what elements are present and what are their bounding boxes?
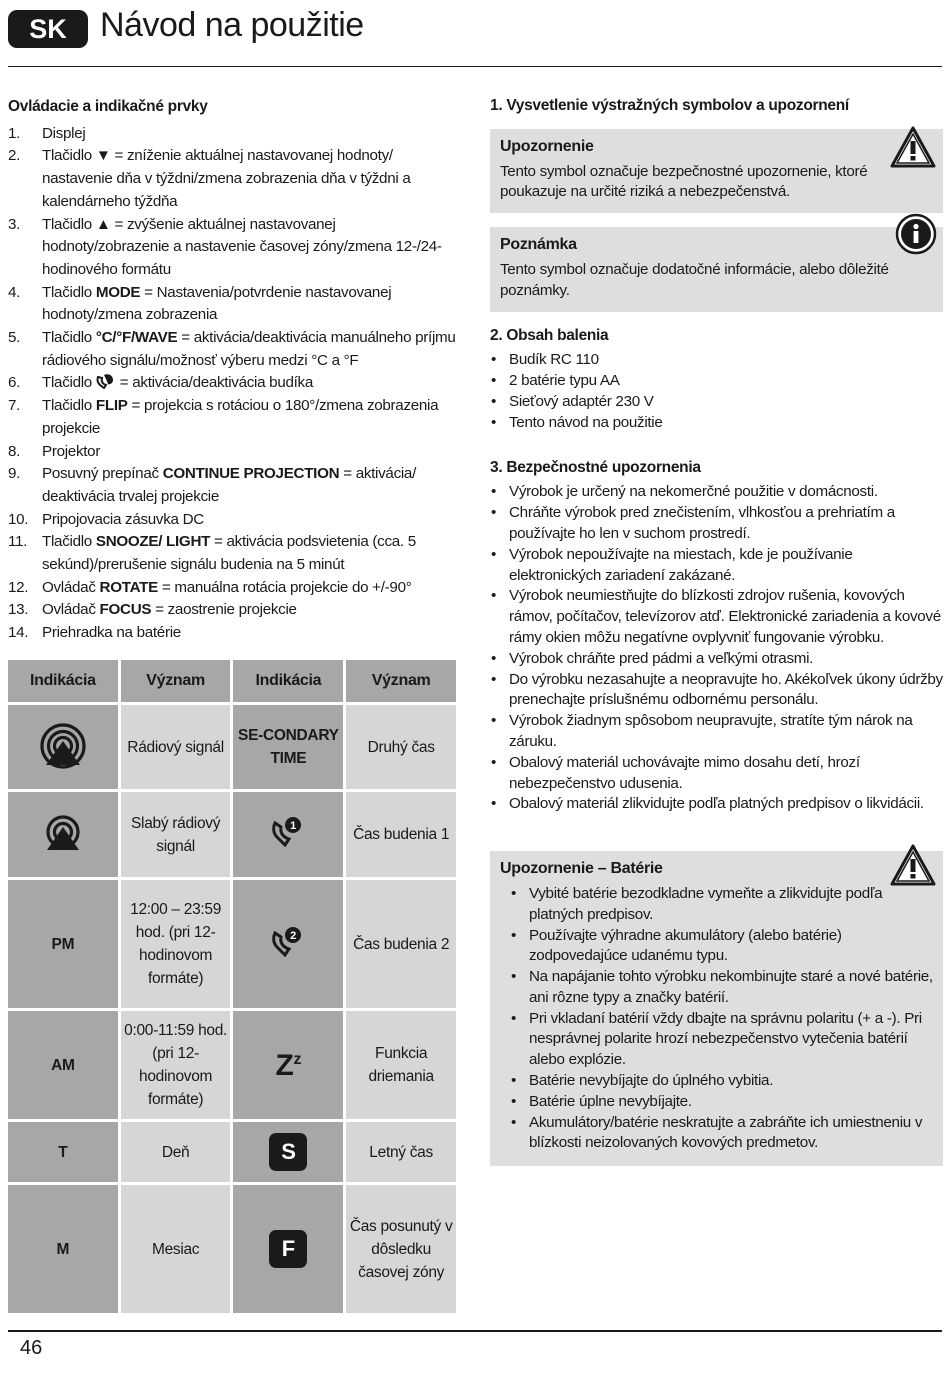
control-key: CONTINUE PROJECTION <box>162 465 340 483</box>
control-item <box>8 441 463 464</box>
control-text: Displej <box>42 124 86 142</box>
controls-section <box>8 96 463 645</box>
control-number: 5. <box>8 329 21 347</box>
warning-box <box>490 129 943 213</box>
indication-cell: SE-CONDARY TIME <box>233 705 343 789</box>
radio-signal-icon <box>38 719 88 769</box>
warning-text: Tento symbol označuje bezpečnostné upozornenie, ktoré poukazuje na určité riziká a nebezpečenstvá. <box>500 162 868 201</box>
package-item: • 2 batérie typu AA <box>490 371 943 392</box>
control-text: Tlačidlo <box>42 374 96 392</box>
control-item <box>8 599 463 622</box>
battery-item: • Batérie úplne nevybíjajte. <box>510 1092 933 1113</box>
safety-item: • Obalový materiál uchovávajte mimo dosahu detí, hrozí nebezpečenstvo udusenia. <box>490 753 943 795</box>
table-row <box>8 1011 456 1119</box>
safety-item: • Výrobok žiadnym spôsobom neupravujte, stratíte tým nárok na záruku. <box>490 711 943 753</box>
info-icon <box>895 213 937 255</box>
meaning-cell: Čas posunutý v dôsledku časovej zóny <box>346 1185 456 1313</box>
indication-cell <box>233 1185 343 1313</box>
table-header-cell: Význam <box>346 660 456 702</box>
safety-item: • Do výrobku nezasahujte a neopravujte ho. Akékoľvek úkony údržby prenechajte príslušnému odbornému personálu. <box>490 670 943 712</box>
alarm-bell-icon <box>96 373 116 389</box>
indication-cell: M <box>8 1185 118 1313</box>
meaning-cell: Mesiac <box>121 1185 231 1313</box>
safety-list <box>490 482 943 815</box>
control-text: Tlačidlo <box>42 533 96 551</box>
meaning-cell: Druhý čas <box>346 705 456 789</box>
battery-warning-box <box>490 851 943 1166</box>
control-text: Tlačidlo <box>42 283 96 301</box>
note-text: Tento symbol označuje dodatočné informácie, alebo dôležité poznámky. <box>500 260 889 299</box>
control-text: = aktivácia/ deaktivácia trvalej projekcie <box>42 465 416 505</box>
control-item <box>8 123 463 146</box>
control-number: 6. <box>8 374 21 392</box>
safety-item: • Výrobok nepoužívajte na miestach, kde je používanie elektronických zariadení zakázané. <box>490 545 943 587</box>
control-text: Priehradka na batérie <box>42 624 181 642</box>
battery-item: • Na napájanie tohto výrobku nekombinujte staré a nové batérie, ani rôzne typy a značky batérií. <box>510 967 933 1009</box>
page-header <box>8 6 942 66</box>
table-header-cell: Indikácia <box>233 660 343 702</box>
controls-title: Ovládacie a indikačné prvky <box>8 98 208 115</box>
warnings-section-title: 1. Vysvetlenie výstražných symbolov a upozornení <box>490 97 849 114</box>
right-column <box>490 96 943 1166</box>
warning-triangle-icon <box>889 125 937 169</box>
control-number: 7. <box>8 397 21 415</box>
control-item <box>8 282 463 327</box>
control-text: = projekcia s rotáciou o 180°/zmena zobrazenia projekcie <box>42 397 439 437</box>
table-row <box>8 792 456 877</box>
control-text: Tlačidlo ▲ = zvýšenie aktuálnej nastavovanej hodnoty/zobrazenie a nastavenie časovej zóny/zmena 12-/24-hodinového formátu <box>42 215 442 278</box>
control-text: Ovládač <box>42 601 100 619</box>
weak-radio-signal-icon <box>43 810 83 852</box>
control-number: 12. <box>8 578 29 596</box>
control-text: Tlačidlo <box>42 329 96 347</box>
table-row <box>8 705 456 789</box>
control-number: 8. <box>8 442 21 460</box>
control-key: SNOOZE/ LIGHT <box>95 533 211 551</box>
control-number: 13. <box>8 601 29 619</box>
svg-text:1: 1 <box>290 820 297 832</box>
package-item: • Tento návod na použitie <box>490 413 943 434</box>
control-text: Tlačidlo <box>42 397 96 415</box>
indication-cell: PM <box>8 880 118 1008</box>
safety-item: • Výrobok je určený na nekomerčné použitie v domácnosti. <box>490 482 943 503</box>
safety-title: 3. Bezpečnostné upozornenia <box>490 458 701 476</box>
meaning-cell: Funkcia driemania <box>346 1011 456 1119</box>
safety-item: • Výrobok chráňte pred pádmi a veľkými otrasmi. <box>490 649 943 670</box>
control-number: 9. <box>8 465 21 483</box>
control-number: 10. <box>8 510 29 528</box>
snooze-glyph: $Z^z$ <box>275 1049 302 1082</box>
alarm-2-icon <box>271 925 305 957</box>
control-number: 2. <box>8 147 21 165</box>
package-item: • Budík RC 110 <box>490 350 943 371</box>
control-item <box>8 531 463 576</box>
snooze-icon <box>233 1011 343 1119</box>
control-item <box>8 372 463 395</box>
control-number: 14. <box>8 624 29 642</box>
battery-warning-title: Upozornenie – Batérie <box>500 860 663 878</box>
battery-item: • Batérie nevybíjajte do úplného vybitia. <box>510 1071 933 1092</box>
warning-triangle-icon <box>889 843 937 887</box>
note-box <box>490 227 943 311</box>
indication-table <box>5 657 459 1316</box>
footer-divider <box>8 1330 942 1332</box>
meaning-cell: Letný čas <box>346 1122 456 1182</box>
battery-item: • Používajte výhradne akumulátory (alebo batérie) zodpovedajúce udanému typu. <box>510 926 933 968</box>
control-number: 1. <box>8 124 21 142</box>
note-title: Poznámka <box>500 236 577 254</box>
indication-cell <box>233 792 343 877</box>
control-key: MODE <box>95 283 141 301</box>
timezone-icon: F <box>269 1230 307 1268</box>
control-item <box>8 395 463 440</box>
indication-cell: AM <box>8 1011 118 1119</box>
meaning-cell: Čas budenia 2 <box>346 880 456 1008</box>
meaning-cell: Deň <box>121 1122 231 1182</box>
control-item <box>8 145 463 213</box>
table-header-cell: Indikácia <box>8 660 118 702</box>
language-badge: SK <box>8 10 88 48</box>
svg-text:2: 2 <box>290 929 297 942</box>
meaning-cell: Rádiový signál <box>121 705 231 789</box>
table-row <box>8 880 456 1008</box>
meaning-cell: Slabý rádiový signál <box>121 792 231 877</box>
battery-item: • Pri vkladaní batérií vždy dbajte na správnu polaritu (+ a -). Pri nesprávnej polarite hrozí nebezpečenstvo vytečenia batérií alebo explózie. <box>510 1009 933 1071</box>
alarm-1-icon <box>271 815 305 847</box>
package-list <box>490 350 943 433</box>
safety-item: • Chráňte výrobok pred znečistením, vlhkosťou a prehriatím a používajte ho len v suchom prostredí. <box>490 503 943 545</box>
control-text: = manuálna rotácia projekcie do +/-90° <box>157 578 412 596</box>
package-item: • Sieťový adaptér 230 V <box>490 392 943 413</box>
control-text: Tlačidlo ▼ = zníženie aktuálnej nastavovanej hodnoty/ nastavenie dňa v týždni/zmena zobrazenia dňa v týždni a kalendárneho týždňa <box>42 147 411 210</box>
table-row <box>8 1185 456 1313</box>
control-number: 4. <box>8 283 21 301</box>
table-header-cell: Význam <box>121 660 231 702</box>
control-text: = aktivácia podsvietenia (cca. 5 sekúnd)/prerušenie signálu budenia na 5 minút <box>42 533 416 574</box>
meaning-cell: 12:00 – 23:59 hod. (pri 12-hodinovom formáte) <box>121 880 231 1008</box>
control-number: 3. <box>8 215 21 233</box>
controls-list <box>8 123 463 645</box>
control-item <box>8 327 463 372</box>
control-text: Ovládač <box>42 578 100 596</box>
indication-cell <box>233 1122 343 1182</box>
indication-cell <box>8 792 118 877</box>
header-divider <box>8 66 942 67</box>
control-text: Pripojovacia zásuvka DC <box>42 510 204 528</box>
control-text: = aktivácia/deaktivácia budíka <box>115 374 313 392</box>
control-text: Projektor <box>42 442 101 460</box>
warning-title: Upozornenie <box>500 137 594 155</box>
control-number: 11. <box>8 533 28 551</box>
control-item <box>8 622 463 645</box>
table-header-row <box>8 660 456 702</box>
battery-item: • Akumulátory/batérie neskratujte a zabráňte ich umiestneniu v blízkosti neizolovaných kovových predmetov. <box>510 1113 933 1155</box>
control-item <box>8 509 463 532</box>
control-text: = aktivácia/deaktivácia manuálneho príjmu rádiového signálu/možnosť výberu medzi °C a °F <box>42 329 456 369</box>
safety-item: • Výrobok neumiestňujte do blízkosti zdrojov rušenia, kovových rámov, počítačov, televízorov atď. Elektronické zariadenia a kovové rámy okien môžu negatívne ovplyvniť fungovanie výrobku. <box>490 586 943 648</box>
indication-cell <box>8 705 118 789</box>
control-item <box>8 214 463 282</box>
indication-cell: T <box>8 1122 118 1182</box>
summer-time-icon: S <box>269 1133 307 1171</box>
control-item <box>8 463 463 508</box>
control-text: = zaostrenie projekcie <box>151 601 297 619</box>
page-title: Návod na použitie <box>100 6 364 44</box>
meaning-cell: 0:00-11:59 hod. (pri 12-hodinovom formáte) <box>121 1011 231 1119</box>
control-key: ROTATE <box>99 578 158 596</box>
indication-cell <box>233 880 343 1008</box>
control-key: FLIP <box>95 397 128 415</box>
meaning-cell: Čas budenia 1 <box>346 792 456 877</box>
control-text: Posuvný prepínač <box>42 465 163 483</box>
control-text: = Nastavenia/potvrdenie nastavovanej hodnoty/zmena zobrazenia <box>42 283 392 324</box>
safety-item: • Obalový materiál zlikvidujte podľa platných predpisov o likvidácii. <box>490 794 943 815</box>
package-title: 2. Obsah balenia <box>490 326 609 344</box>
control-item <box>8 577 463 600</box>
control-key: FOCUS <box>99 601 152 619</box>
battery-item: • Vybité batérie bezodkladne vymeňte a zlikvidujte podľa platných predpisov. <box>510 884 933 926</box>
battery-list <box>510 884 933 1154</box>
table-row <box>8 1122 456 1182</box>
control-key: °C/°F/WAVE <box>95 329 178 347</box>
page-number: 46 <box>20 1337 43 1359</box>
